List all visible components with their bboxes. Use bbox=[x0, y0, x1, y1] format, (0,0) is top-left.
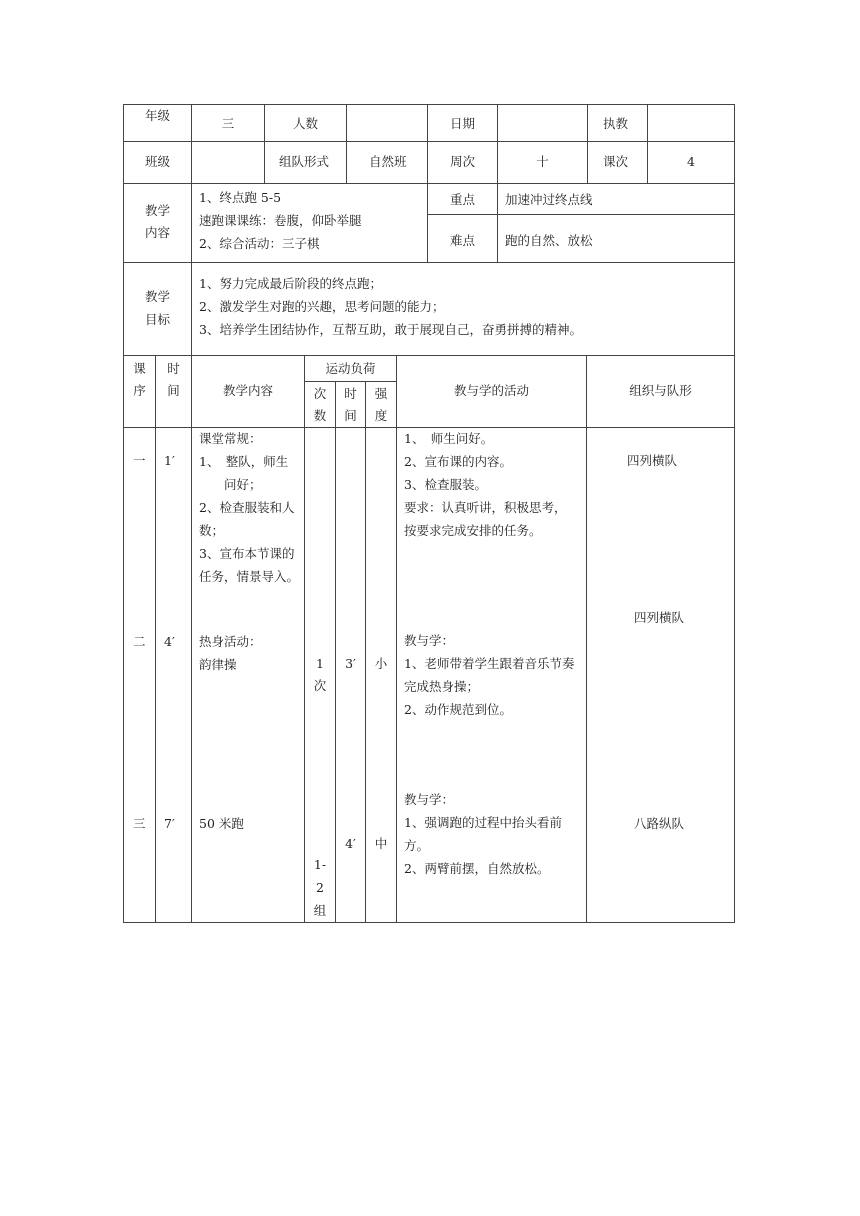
difficulty-label: 难点 bbox=[450, 233, 476, 248]
content-line: 2、检查服装和人 bbox=[199, 500, 295, 515]
head-intensity-1: 强 bbox=[374, 386, 388, 401]
lesson-value: 4 bbox=[687, 154, 695, 169]
section-3-activities bbox=[404, 788, 562, 880]
section-2-times-1: 1 bbox=[316, 656, 324, 671]
content-line: 数； bbox=[199, 523, 225, 538]
section-1-organization: 四列横队 bbox=[626, 453, 677, 468]
head-duration-1: 时 bbox=[344, 386, 357, 401]
head-time-1: 时 bbox=[167, 361, 180, 376]
key-value: 加速冲过终点线 bbox=[505, 192, 593, 207]
section-2-order: 二 bbox=[133, 634, 146, 649]
section-3-order: 三 bbox=[133, 816, 146, 831]
content-line: 3、宣布本节课的 bbox=[199, 546, 295, 561]
goals-label-1: 教学 bbox=[144, 289, 170, 304]
activity-line: 2、宣布课的内容。 bbox=[404, 454, 512, 469]
teacher-label: 执教 bbox=[603, 116, 629, 131]
section-3-times-3: 组 bbox=[313, 903, 327, 918]
head-organization: 组织与队形 bbox=[629, 383, 692, 398]
date-label: 日期 bbox=[450, 116, 476, 131]
head-load: 运动负荷 bbox=[325, 361, 376, 376]
goal-line: 3、培养学生团结协作，互帮互助，敢于展现自己，奋勇拼搏的精神。 bbox=[199, 322, 582, 337]
activity-line: 要求：认真听讲，积极思考， bbox=[404, 500, 567, 515]
content-line: 速跑课课练：卷腹，仰卧举腿 bbox=[199, 213, 362, 228]
key-label: 重点 bbox=[450, 192, 476, 207]
content-line: 热身活动： bbox=[199, 634, 262, 649]
section-2-content bbox=[199, 630, 262, 676]
section-3-content: 50 米跑 bbox=[199, 816, 244, 831]
section-3-time: 7′ bbox=[164, 816, 175, 831]
goals-lines bbox=[199, 272, 582, 341]
head-time-2: 间 bbox=[167, 383, 180, 398]
section-2-organization: 四列横队 bbox=[633, 610, 684, 625]
class-label: 班级 bbox=[144, 154, 170, 169]
section-3-intensity: 中 bbox=[374, 836, 388, 851]
activity-line: 3、检查服装。 bbox=[404, 477, 487, 492]
week-value: 十 bbox=[536, 154, 549, 169]
count-label: 人数 bbox=[293, 116, 319, 131]
section-3-times-1: 1- bbox=[313, 857, 327, 872]
head-times-2: 数 bbox=[313, 408, 327, 423]
content-line: 1、终点跑 5-5 bbox=[199, 190, 282, 205]
content-line: 问好； bbox=[199, 477, 262, 492]
activity-line: 1、老师带着学生跟着音乐节奏 bbox=[404, 656, 575, 671]
activity-line: 教与学： bbox=[404, 633, 455, 648]
formation-label: 组队形式 bbox=[279, 154, 330, 169]
activity-line: 按要求完成安排的任务。 bbox=[404, 523, 542, 538]
section-2-activities bbox=[404, 629, 574, 721]
activity-line: 2、两臂前摆，自然放松。 bbox=[404, 861, 550, 876]
content-line: 课堂常规： bbox=[199, 431, 262, 446]
content-line: 韵律操 bbox=[199, 657, 237, 672]
goal-line: 2、激发学生对跑的兴趣，思考问题的能力； bbox=[199, 299, 445, 314]
head-order-1: 课 bbox=[133, 361, 146, 376]
section-3-duration: 4′ bbox=[345, 836, 356, 851]
content-line: 任务，情景导入。 bbox=[199, 569, 300, 584]
head-activities: 教与学的活动 bbox=[453, 383, 529, 398]
goal-line: 1、努力完成最后阶段的终点跑； bbox=[199, 276, 382, 291]
goals-label-2: 目标 bbox=[144, 312, 170, 327]
section-1-time: 1′ bbox=[164, 453, 175, 468]
week-label: 周次 bbox=[450, 154, 476, 169]
grade-label: 年级 bbox=[144, 108, 170, 123]
section-1-content bbox=[199, 427, 299, 588]
section-3-times-2: 2 bbox=[316, 880, 324, 895]
section-3-organization: 八路纵队 bbox=[633, 816, 684, 831]
section-2-duration: 3′ bbox=[345, 656, 356, 671]
difficulty-value: 跑的自然、放松 bbox=[505, 233, 593, 248]
section-1-order: 一 bbox=[133, 453, 146, 468]
activity-line: 1、强调跑的过程中抬头看前 bbox=[404, 815, 562, 830]
section-2-times-2: 次 bbox=[313, 678, 327, 693]
section-2-time: 4′ bbox=[164, 634, 175, 649]
grade-value: 三 bbox=[221, 116, 235, 131]
head-duration-2: 间 bbox=[344, 408, 357, 423]
head-intensity-2: 度 bbox=[374, 408, 388, 423]
lesson-label: 课次 bbox=[603, 154, 629, 169]
activity-line: 教与学： bbox=[404, 792, 455, 807]
activity-line: 完成热身操； bbox=[404, 679, 480, 694]
content-label-2: 内容 bbox=[144, 225, 170, 240]
activity-line: 方。 bbox=[404, 838, 430, 853]
head-order-2: 序 bbox=[133, 383, 146, 398]
head-content: 教学内容 bbox=[222, 383, 273, 398]
formation-value: 自然班 bbox=[369, 154, 407, 169]
section-1-activities bbox=[404, 427, 567, 542]
content-lines bbox=[199, 186, 362, 255]
section-2-intensity: 小 bbox=[374, 656, 388, 671]
activity-line: 2、动作规范到位。 bbox=[404, 702, 512, 717]
activity-line: 1、 师生问好。 bbox=[404, 431, 494, 446]
head-times-1: 次 bbox=[313, 386, 327, 401]
content-label-1: 教学 bbox=[144, 203, 170, 218]
content-line: 1、 整队，师生 bbox=[199, 454, 289, 469]
content-line: 2、综合活动：三子棋 bbox=[199, 236, 320, 251]
